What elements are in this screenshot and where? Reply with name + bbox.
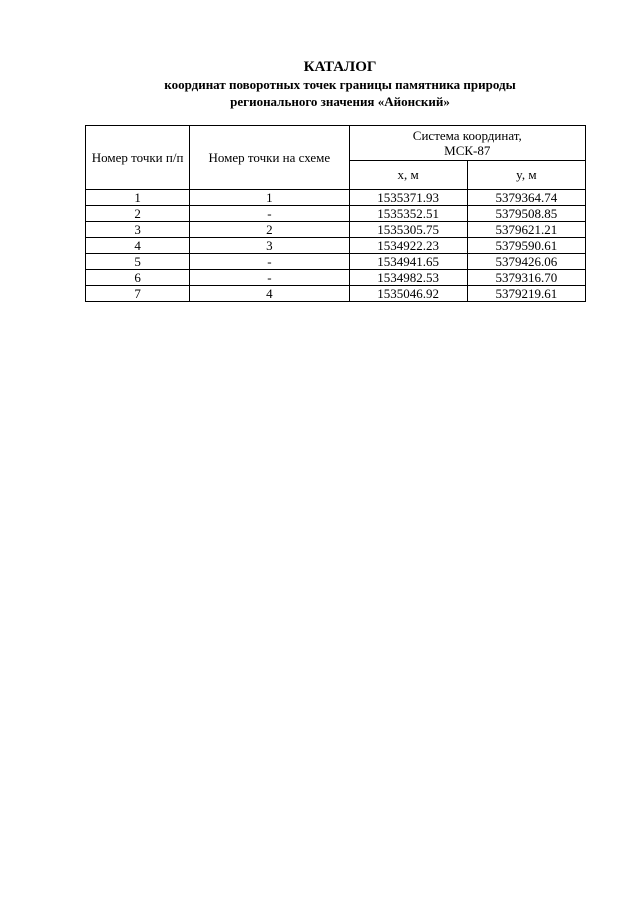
header-x: x, м — [349, 161, 467, 190]
cell-point-number: 3 — [86, 222, 190, 238]
cell-x: 1534922.23 — [349, 238, 467, 254]
cell-x: 1534982.53 — [349, 270, 467, 286]
header-scheme-number: Номер точки на схеме — [190, 126, 349, 190]
cell-y: 5379426.06 — [467, 254, 585, 270]
cell-point-number: 6 — [86, 270, 190, 286]
cell-scheme-number: - — [190, 206, 349, 222]
header-point-number: Номер точки п/п — [86, 126, 190, 190]
cell-scheme-number: 4 — [190, 286, 349, 302]
cell-y: 5379219.61 — [467, 286, 585, 302]
table-row — [86, 254, 586, 270]
cell-x: 1535371.93 — [349, 190, 467, 206]
cell-y: 5379590.61 — [467, 238, 585, 254]
document-subtitle-line2: регионального значения «Айонский» — [230, 94, 450, 109]
cell-y: 5379508.85 — [467, 206, 585, 222]
cell-scheme-number: 3 — [190, 238, 349, 254]
cell-y: 5379364.74 — [467, 190, 585, 206]
table-row — [86, 222, 586, 238]
cell-point-number: 5 — [86, 254, 190, 270]
cell-scheme-number: 1 — [190, 190, 349, 206]
cell-x: 1535305.75 — [349, 222, 467, 238]
document-title: КАТАЛОГ — [303, 59, 377, 75]
header-system-line1: Система координат, — [412, 128, 522, 143]
header-system-line2: МСК-87 — [444, 143, 491, 158]
table-row — [86, 286, 586, 302]
cell-x: 1535352.51 — [349, 206, 467, 222]
header-y: y, м — [467, 161, 585, 190]
table-row — [86, 270, 586, 286]
cell-y: 5379621.21 — [467, 222, 585, 238]
header-coordinate-system — [349, 126, 585, 161]
coordinates-table — [85, 125, 586, 302]
cell-point-number: 7 — [86, 286, 190, 302]
cell-y: 5379316.70 — [467, 270, 585, 286]
table-row — [86, 238, 586, 254]
table-row — [86, 206, 586, 222]
table-row — [86, 190, 586, 206]
cell-point-number: 2 — [86, 206, 190, 222]
cell-x: 1534941.65 — [349, 254, 467, 270]
cell-scheme-number: - — [190, 254, 349, 270]
cell-point-number: 4 — [86, 238, 190, 254]
cell-scheme-number: - — [190, 270, 349, 286]
title-block — [80, 58, 600, 110]
cell-point-number: 1 — [86, 190, 190, 206]
cell-scheme-number: 2 — [190, 222, 349, 238]
cell-x: 1535046.92 — [349, 286, 467, 302]
document-subtitle-line1: координат поворотных точек границы памятника природы — [164, 77, 516, 92]
